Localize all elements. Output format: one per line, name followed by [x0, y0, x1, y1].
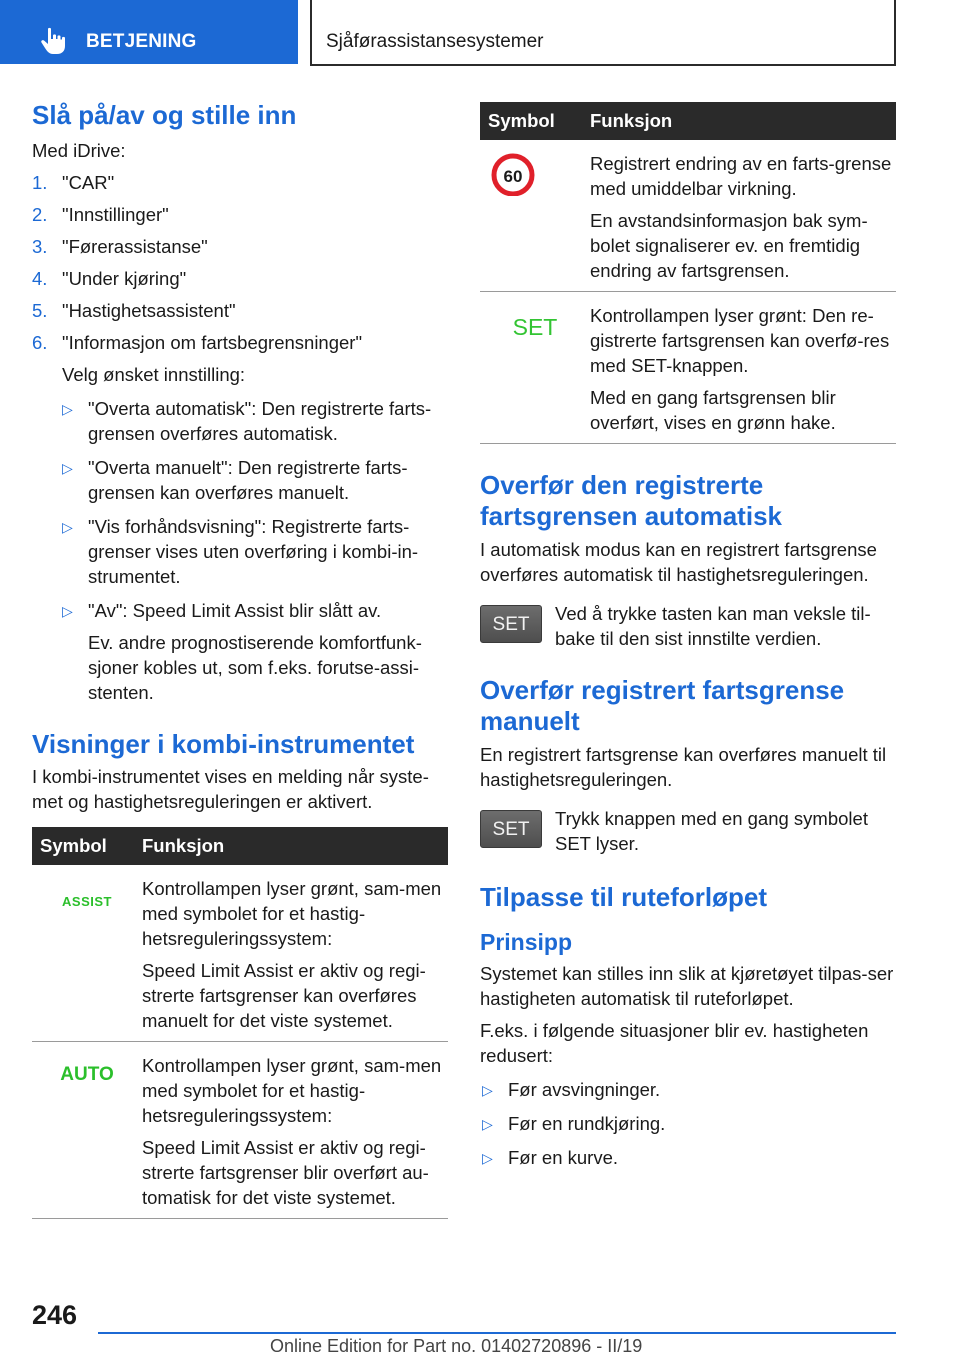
triangle-bullet-icon: ▷: [62, 519, 73, 535]
transfer-auto-text: I automatisk modus kan en registrert fartsgrense overføres automatisk til hastighetsreguleringen.: [480, 539, 877, 585]
auto-set-note: [480, 601, 896, 651]
table-row: [32, 1042, 448, 1219]
function-text: Speed Limit Assist er aktiv og regi-strerte fartsgrenser kan overføres manuelt for det viste systemet.: [142, 960, 426, 1031]
set-button-icon: SET: [480, 810, 542, 848]
step-number: 3.: [32, 236, 48, 257]
symbol-table-right: [480, 102, 896, 444]
step-text: "CAR": [62, 172, 115, 193]
function-text: Registrert endring av en farts-grense med umiddelbar virkning.: [590, 153, 892, 199]
transfer-manual-text: En registrert fartsgrense kan overføres manuelt til hastighetsreguleringen.: [480, 744, 887, 790]
heading-switch-on-off: Slå på/av og stille inn: [32, 100, 297, 130]
list-item: [32, 170, 448, 195]
table-row: [480, 292, 896, 444]
function-text: Kontrollampen lyser grønt: Den re-gistrerte fartsgrensen kan overfø-res med SET-knappen.: [590, 305, 890, 376]
column-header-function: Funksjon: [590, 102, 896, 140]
table-header-row: [32, 827, 448, 865]
symbol-table-left: [32, 827, 448, 1219]
chapter-tab-label: BETJENING: [86, 31, 197, 52]
step-number: 2.: [32, 204, 48, 225]
manual-set-text: Trykk knappen med en gang symbolet SET lyser.: [555, 808, 868, 854]
page-number: 246: [32, 1300, 78, 1330]
triangle-bullet-icon: ▷: [482, 1116, 493, 1132]
function-text: Speed Limit Assist er aktiv og regi-strerte fartsgrenser blir overført au-tomatisk for det viste systemet.: [142, 1137, 429, 1208]
example-text: Før en kurve.: [508, 1147, 618, 1168]
function-text: En avstandsinformasjon bak sym-bolet signaliserer ev. en fremtidig endring av fartsgrensen.: [590, 210, 868, 281]
step-text: "Førerassistanse": [62, 236, 208, 257]
option-text: "Av": Speed Limit Assist blir slått av.: [88, 600, 382, 621]
hand-pointer-icon: [38, 26, 70, 56]
list-item: [32, 266, 448, 291]
manual-set-note: [480, 806, 896, 856]
speed-limit-sign-icon: [480, 152, 590, 196]
auto-indicator-icon: AUTO: [60, 1064, 114, 1085]
step-number: 1.: [32, 172, 48, 193]
list-item: [60, 514, 448, 589]
list-item: [60, 598, 448, 705]
set-indicator-icon: SET: [512, 314, 558, 340]
triangle-bullet-icon: ▷: [62, 401, 73, 417]
heading-adapt-route: Tilpasse til ruteforløpet: [480, 882, 768, 912]
section-title: Sjåførassistansesystemer: [326, 31, 544, 52]
table-row: [32, 865, 448, 1042]
example-list: [480, 1077, 896, 1170]
list-item: [480, 1077, 896, 1102]
list-item: [32, 298, 448, 323]
example-intro-text: F.eks. i følgende situasjoner blir ev. hastigheten redusert:: [480, 1020, 869, 1066]
idrive-steps: [32, 170, 448, 355]
option-text: "Overta automatisk": Den registrerte farts-grensen overføres automatisk.: [88, 398, 432, 444]
right-column: [480, 102, 896, 1170]
chapter-tab[interactable]: [0, 0, 298, 64]
list-item: [480, 1145, 896, 1170]
page-header: [0, 0, 960, 66]
step-number: 5.: [32, 300, 48, 321]
function-text: Med en gang fartsgrensen blir overført, vises en grønn hake.: [590, 387, 836, 433]
step-text: "Informasjon om fartsbegrensninger": [62, 332, 363, 353]
idrive-intro: Med iDrive:: [32, 140, 126, 161]
subheading-principle: Prinsipp: [480, 929, 573, 955]
step-number: 6.: [32, 332, 48, 353]
triangle-bullet-icon: ▷: [62, 460, 73, 476]
list-item: [32, 202, 448, 227]
heading-displays: Visninger i kombi-instrumentet: [32, 729, 415, 759]
step-text: "Under kjøring": [62, 268, 187, 289]
setting-options: [32, 396, 448, 705]
step-number: 4.: [32, 268, 48, 289]
displays-text: I kombi-instrumentet vises en melding når syste-met og hastighetsreguleringen er aktivert.: [32, 766, 429, 812]
choose-setting-text: Velg ønsket innstilling:: [62, 364, 246, 385]
triangle-bullet-icon: ▷: [482, 1150, 493, 1166]
heading-transfer-auto: Overfør den registrerte fartsgrensen automatisk: [480, 470, 782, 531]
option-text: "Overta manuelt": Den registrerte farts-grensen kan overføres manuelt.: [88, 457, 408, 503]
column-header-symbol: Symbol: [32, 827, 142, 865]
footer-divider: [98, 1332, 896, 1334]
speed-limit-value: 60: [503, 167, 523, 186]
set-button-icon: SET: [480, 605, 542, 643]
column-header-symbol: Symbol: [480, 102, 590, 140]
option-text: "Vis forhåndsvisning": Registrerte farts-grenser vises uten overføring i kombi-in-strumentet.: [88, 516, 419, 587]
principle-text: Systemet kan stilles inn slik at kjøretøyet tilpas-ser hastigheten automatisk til ruteforløpet.: [480, 963, 894, 1009]
step-text: "Innstillinger": [62, 204, 169, 225]
list-item: [60, 455, 448, 505]
list-item: [60, 396, 448, 446]
list-item: [480, 1111, 896, 1136]
table-row: [480, 140, 896, 292]
triangle-bullet-icon: ▷: [62, 603, 73, 619]
heading-transfer-manual: Overfør registrert fartsgrense manuelt: [480, 675, 845, 736]
table-header-row: [480, 102, 896, 140]
option-extra-text: Ev. andre prognostiserende komfortfunk-sjoner kobles ut, som f.eks. forutse-assi-stenten.: [88, 632, 422, 703]
example-text: Før avsvingninger.: [508, 1079, 661, 1100]
list-item: [32, 234, 448, 259]
left-column: [32, 100, 448, 1219]
function-text: Kontrollampen lyser grønt, sam-men med symbolet for et hastig-hetsreguleringssystem:: [142, 1055, 442, 1126]
example-text: Før en rundkjøring.: [508, 1113, 666, 1134]
triangle-bullet-icon: ▷: [482, 1082, 493, 1098]
list-item: [32, 330, 448, 355]
auto-set-text: Ved å trykke tasten kan man veksle til-bake til den sist innstilte verdien.: [555, 603, 871, 649]
column-header-function: Funksjon: [142, 827, 448, 865]
step-text: "Hastighetsassistent": [62, 300, 236, 321]
assist-indicator-icon: ASSIST: [62, 894, 112, 909]
function-text: Kontrollampen lyser grønt, sam-men med symbolet for et hastig-hetsreguleringssystem:: [142, 878, 442, 949]
edition-text: Online Edition for Part no. 01402720896 - II/19: [270, 1336, 643, 1356]
section-tab: [310, 0, 896, 66]
